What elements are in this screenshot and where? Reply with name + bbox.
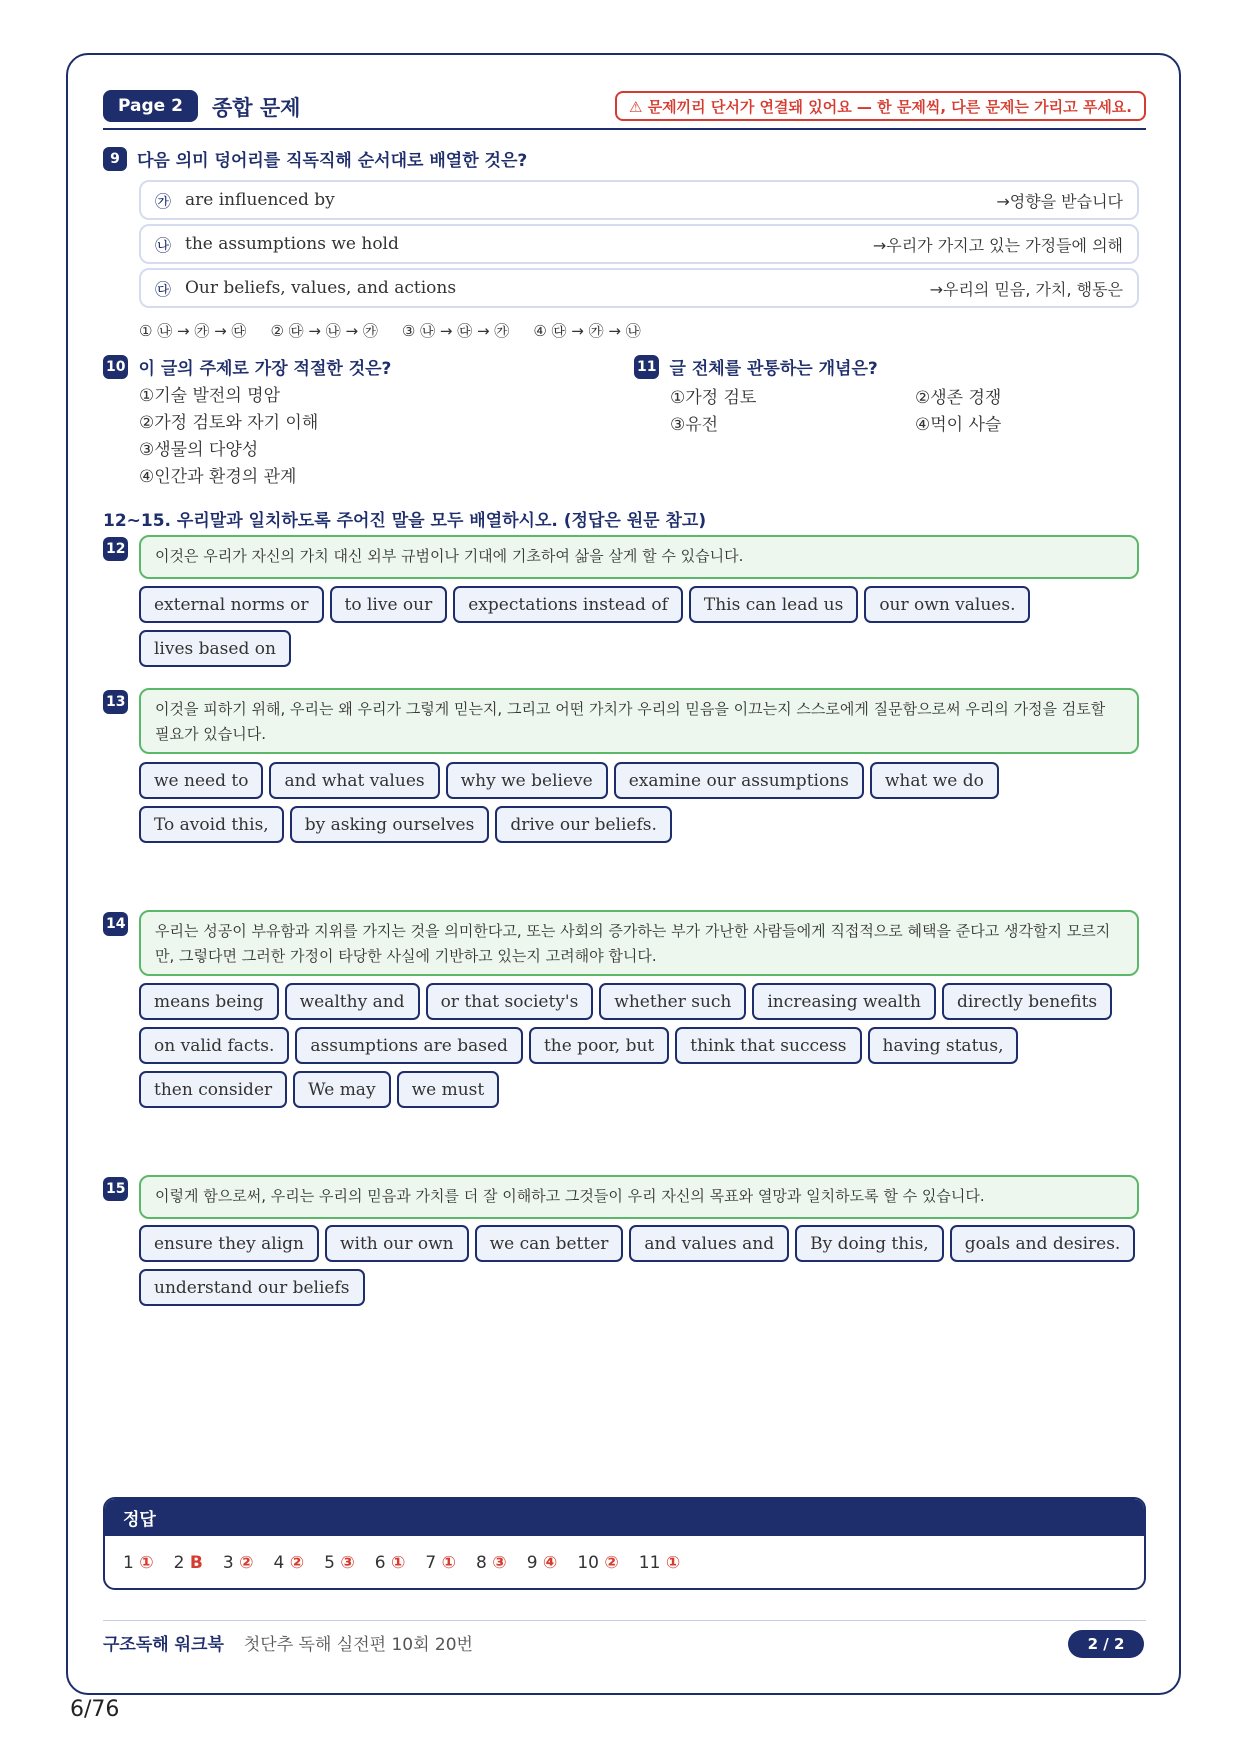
- word-tile[interactable]: increasing wealth: [752, 983, 936, 1020]
- page-tag: Page 2: [103, 90, 198, 122]
- answer-value: ②: [604, 1553, 619, 1573]
- word-tile[interactable]: external norms or: [139, 586, 324, 623]
- word-tile[interactable]: we must: [397, 1071, 500, 1108]
- word-tile[interactable]: what we do: [870, 762, 999, 799]
- answer-item: [527, 1553, 558, 1573]
- footer-subtitle: 첫단추 독해 실전편 10회 20번: [243, 1635, 473, 1655]
- answer-value: ②: [289, 1553, 305, 1573]
- footer-divider: [103, 1620, 1146, 1621]
- option[interactable]: ①가정 검토: [670, 388, 757, 408]
- answer-number: 4: [273, 1553, 285, 1573]
- answer-title: 정답: [105, 1499, 1144, 1536]
- word-tile[interactable]: By doing this,: [795, 1225, 944, 1262]
- answer-value: ③: [492, 1553, 507, 1573]
- option[interactable]: ③생물의 다양성: [139, 440, 259, 460]
- word-tile[interactable]: lives based on: [139, 630, 291, 667]
- answer-value: ①: [665, 1553, 681, 1573]
- word-tiles: [139, 1225, 1149, 1306]
- word-tile[interactable]: our own values.: [864, 586, 1030, 623]
- chunk-row: [139, 268, 1139, 308]
- answer-item: [174, 1553, 203, 1573]
- word-tile[interactable]: why we believe: [446, 762, 608, 799]
- word-tile[interactable]: directly benefits: [942, 983, 1112, 1020]
- option[interactable]: ④먹이 사슬: [915, 415, 1002, 435]
- chunk-mark: ㉮: [155, 191, 172, 211]
- question-number: 13: [103, 690, 128, 714]
- word-tile[interactable]: we can better: [475, 1225, 624, 1262]
- answer-number: 3: [222, 1553, 234, 1573]
- word-tile[interactable]: examine our assumptions: [614, 762, 864, 799]
- chunk-korean: →우리가 가지고 있는 가정들에 의해: [872, 235, 1123, 255]
- word-tile[interactable]: whether such: [599, 983, 746, 1020]
- answer-list: [105, 1536, 1144, 1590]
- answer-number: 7: [425, 1553, 437, 1573]
- answer-item: [577, 1553, 618, 1573]
- chunk-row: [139, 224, 1139, 264]
- word-tile[interactable]: goals and desires.: [950, 1225, 1136, 1262]
- section-instruction: 12~15. 우리말과 일치하도록 주어진 말을 모두 배열하시오. (정답은 원문 참고): [103, 511, 707, 531]
- word-tile[interactable]: the poor, but: [529, 1027, 669, 1064]
- word-tile[interactable]: or that society's: [426, 983, 594, 1020]
- answer-value: ②: [239, 1553, 254, 1573]
- page-header: [103, 90, 1146, 130]
- answer-item: [476, 1553, 507, 1573]
- answer-value: ④: [542, 1553, 558, 1573]
- q11-options: [670, 386, 1115, 438]
- word-tile[interactable]: by asking ourselves: [290, 806, 490, 843]
- answer-number: 2: [173, 1553, 185, 1573]
- korean-sentence: 우리는 성공이 부유함과 지위를 가지는 것을 의미한다고, 또는 사회의 증가하는 부가 가난한 사람들에게 직접적으로 혜택을 준다고 생각할지 모르지만, 그렇다면 그러한 가정이 타당한 사실에 기반하고 있는지 고려해야 합니다.: [139, 910, 1139, 976]
- answer-item: [123, 1553, 154, 1573]
- question-text: 글 전체를 관통하는 개념은?: [669, 359, 878, 379]
- question-number: 10: [103, 355, 128, 379]
- chunk-english: Our beliefs, values, and actions: [185, 278, 457, 298]
- question-11: [634, 354, 878, 379]
- word-tile[interactable]: To avoid this,: [139, 806, 284, 843]
- word-tile[interactable]: then consider: [139, 1071, 287, 1108]
- option[interactable]: ④ ㉰ → ㉮ → ㉯: [533, 322, 641, 340]
- word-tile[interactable]: and what values: [269, 762, 439, 799]
- word-tile[interactable]: with our own: [325, 1225, 469, 1262]
- chunk-row: [139, 180, 1139, 220]
- chunk-english: the assumptions we hold: [185, 234, 399, 254]
- chunk-mark: ㉰: [155, 279, 172, 299]
- answer-item: [223, 1553, 254, 1573]
- option[interactable]: ②생존 경쟁: [915, 388, 1002, 408]
- chunk-korean: →우리의 믿음, 가치, 행동은: [929, 279, 1123, 299]
- chunk-mark: ㉯: [155, 235, 172, 255]
- word-tile[interactable]: This can lead us: [689, 586, 858, 623]
- word-tile[interactable]: drive our beliefs.: [495, 806, 672, 843]
- answer-box: [103, 1497, 1146, 1590]
- option[interactable]: ③유전: [670, 415, 719, 435]
- answer-value: B: [189, 1553, 203, 1573]
- answer-number: 6: [374, 1553, 386, 1573]
- korean-sentence: 이것을 피하기 위해, 우리는 왜 우리가 그렇게 믿는지, 그리고 어떤 가치가 우리의 믿음을 이끄는지 스스로에게 질문함으로써 우리의 가정을 검토할 필요가 있습니다.: [139, 688, 1139, 754]
- answer-number: 8: [476, 1553, 487, 1573]
- answer-number: 1: [123, 1553, 134, 1573]
- answer-number: 11: [638, 1553, 661, 1573]
- word-tile[interactable]: We may: [293, 1071, 390, 1108]
- answer-item: [273, 1553, 304, 1573]
- word-tile[interactable]: having status,: [868, 1027, 1019, 1064]
- word-tiles: [139, 983, 1149, 1108]
- footer-brand: 구조독해 워크북: [103, 1635, 224, 1655]
- word-tile[interactable]: expectations instead of: [453, 586, 683, 623]
- q9-options: [139, 320, 641, 341]
- word-tile[interactable]: on valid facts.: [139, 1027, 289, 1064]
- footer: [103, 1630, 473, 1655]
- answer-number: 10: [577, 1553, 599, 1573]
- question-number: 12: [103, 537, 128, 561]
- document-page-number: 6/76: [70, 1697, 120, 1722]
- question-text: 다음 의미 덩어리를 직독직해 순서대로 배열한 것은?: [137, 151, 528, 171]
- word-tiles: [139, 586, 1149, 667]
- section-title: 종합 문제: [212, 96, 301, 120]
- page-indicator: 2 / 2: [1068, 1630, 1144, 1658]
- word-tile[interactable]: understand our beliefs: [139, 1269, 365, 1306]
- q10-options: [139, 383, 318, 491]
- korean-sentence: 이것은 우리가 자신의 가치 대신 외부 규범이나 기대에 기초하여 삶을 살게 할 수 있습니다.: [139, 535, 1139, 579]
- answer-item: [425, 1553, 456, 1573]
- answer-item: [324, 1553, 355, 1573]
- word-tile[interactable]: think that success: [675, 1027, 861, 1064]
- word-tile[interactable]: wealthy and: [285, 983, 420, 1020]
- question-number: 9: [103, 147, 127, 171]
- question-text: 이 글의 주제로 가장 적절한 것은?: [138, 359, 392, 379]
- option[interactable]: ① ㉯ → ㉮ → ㉰: [139, 322, 247, 340]
- warning-notice: ⚠ 문제끼리 단서가 연결돼 있어요 — 한 문제씩, 다른 문제는 가리고 푸세요.: [615, 91, 1146, 121]
- question-number: 11: [634, 355, 659, 379]
- answer-value: ①: [441, 1553, 457, 1573]
- chunk-korean: →영향을 받습니다: [996, 191, 1123, 211]
- answer-number: 5: [324, 1553, 335, 1573]
- chunk-english: are influenced by: [185, 190, 335, 210]
- korean-sentence: 이렇게 함으로써, 우리는 우리의 믿음과 가치를 더 잘 이해하고 그것들이 우리 자신의 목표와 열망과 일치하도록 할 수 있습니다.: [139, 1175, 1139, 1219]
- answer-value: ①: [139, 1553, 154, 1573]
- option[interactable]: ②가정 검토와 자기 이해: [139, 413, 319, 433]
- word-tiles: [139, 762, 1149, 843]
- question-number: 15: [103, 1177, 128, 1201]
- option[interactable]: ④인간과 환경의 관계: [139, 467, 297, 487]
- question-number: 14: [103, 912, 128, 936]
- option[interactable]: ①기술 발전의 명암: [139, 386, 281, 406]
- word-tile[interactable]: ensure they align: [139, 1225, 319, 1262]
- word-tile[interactable]: assumptions are based: [295, 1027, 523, 1064]
- question-10: [103, 354, 391, 379]
- word-tile[interactable]: we need to: [139, 762, 263, 799]
- option[interactable]: ② ㉰ → ㉯ → ㉮: [270, 322, 378, 340]
- answer-value: ③: [340, 1553, 355, 1573]
- answer-item: [639, 1553, 680, 1573]
- word-tile[interactable]: to live our: [330, 586, 448, 623]
- answer-number: 9: [526, 1553, 538, 1573]
- word-tile[interactable]: and values and: [629, 1225, 789, 1262]
- word-tile[interactable]: means being: [139, 983, 279, 1020]
- answer-item: [375, 1553, 406, 1573]
- question-9: [103, 146, 527, 171]
- answer-value: ①: [391, 1553, 406, 1573]
- option[interactable]: ③ ㉯ → ㉰ → ㉮: [401, 322, 510, 340]
